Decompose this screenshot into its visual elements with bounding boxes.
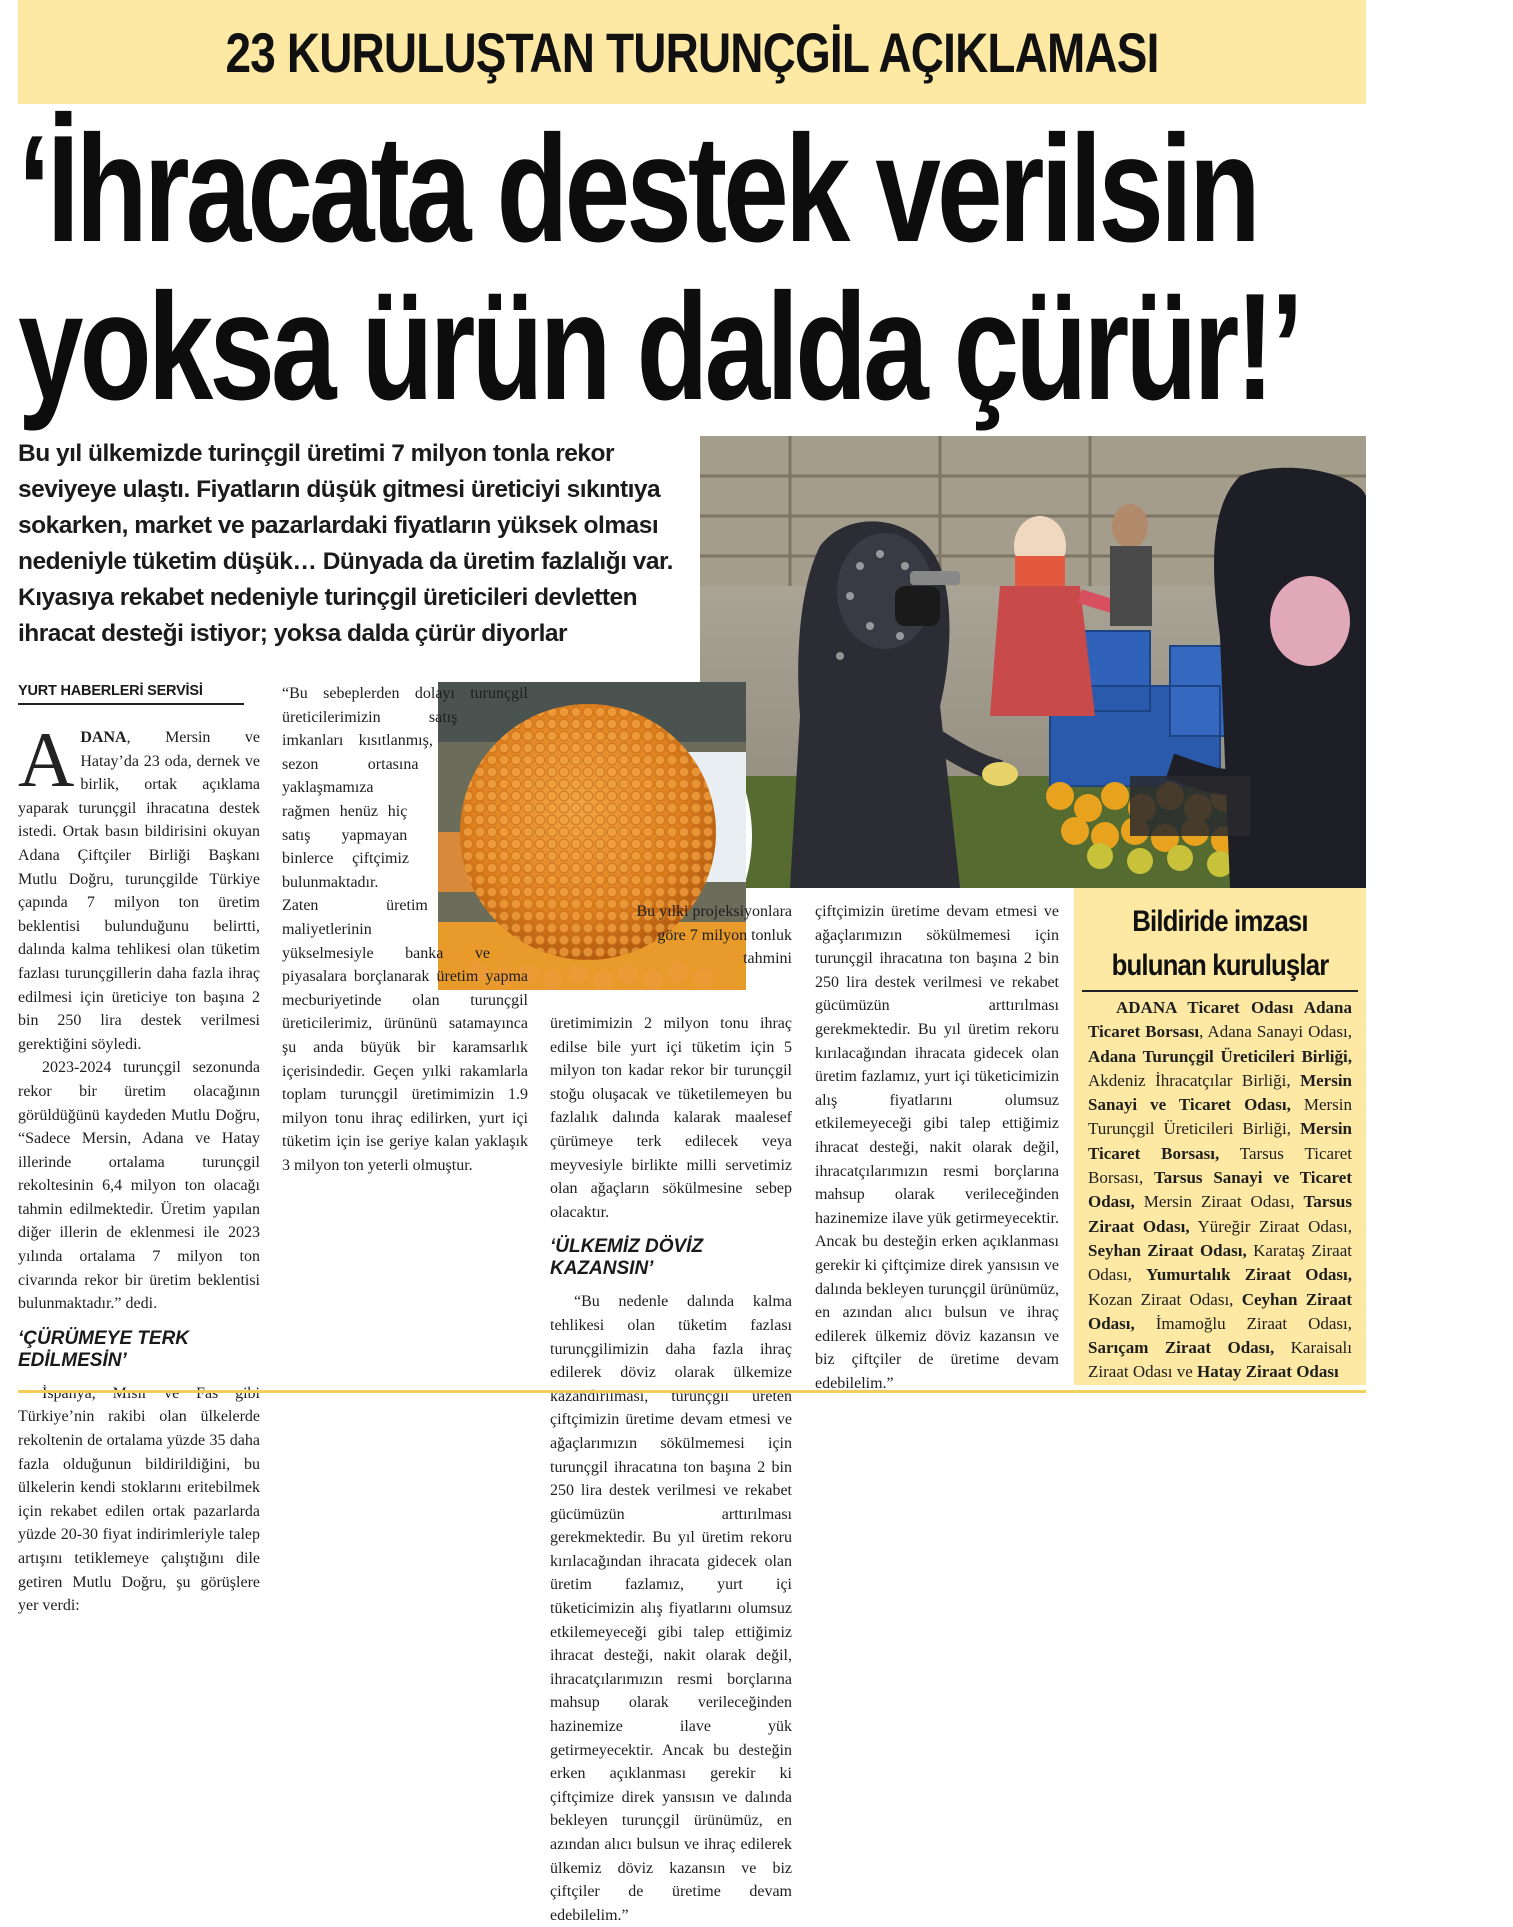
article-paragraph-6: “Bu nedenle dalında kalma tehlikesi olan tüketim fazlası turunçgilimizin daha fazla ihraç edilerek döviz olarak ülkemize kazandırılması, turunçgil üreten çiftçimizin üretime devam etmesi ve ağaçlarımızın sökülmemesi için turunçgil ihracatına ton başına 2 bin 250 lira destek verilmesi ve rekabet gücümüzün arttırılması gerekmektedir. Bu yıl üretim rekoru kırılacağından ihracata gidecek olan üretim fazlamız, yurt içi tüketicimizin alış fiyatlarını olumsuz etkilemeyeceği gibi talep ettiğimiz ihracat desteği, nakit olarak değil, ihracatçılarımızın resmi borçlarına mahsup olarak verileceğinden hazinemize ilave yük getirmeyecektir. Ancak bu desteğin erken açıklanması gerekir ki çiftçimize direk yansısın ve dalında bekleyen turunçgil ürünümüz, en azından alıcı bulsun ve ihraç edilerek ülkemiz döviz kazansın ve biz çiftçiler de üretime devam edebilelim.” <box>550 1293 792 1924</box>
article-paragraph-6-continued <box>815 900 1059 1392</box>
paragraph-1-text: , Mersin ve Hatay’da 23 oda, dernek ve birlik, ortak açıklama yaparak turunçgil ihracatına destek istedi. Ortak basın bildirisini okuyan Adana Çiftçiler Birliği Başkanı Mutlu Doğru, turunçgilde Türkiye çapında 7 milyon ton üretim beklentisi bulunduğunu belirtti, dalında kalma tehlikesi olan tüketim fazlası turunçgillerin daha fazla ihraç edilmesi için üreticiye ton başına 2 bin 250 lira destek verilmesi gerektiğini söyledi. <box>18 729 260 1053</box>
article-paragraph-5a: Bu yılki projeksiyonlara göre 7 milyon tonluk tahmini <box>636 903 792 968</box>
sidebar-title <box>1094 900 1345 988</box>
sidebar-org-segment: İmamoğlu Ziraat Odası, <box>1134 1313 1352 1333</box>
article-paragraph-4: “Bu sebeplerden dolayı turunçgil üreticilerimizin satış imkanları kısıtlanmış, sezon ortasına yaklaşmamıza rağmen henüz hiç satış yapmayan binlerce çiftçimiz bulunmaktadır. Zaten üretim maliyetlerinin yükselmesiyle banka ve piyasalara borçlanarak üretim yapma mecburiyetinde olan turunçgil üreticilerimiz, ürününü satamayınca şu anda büyük bir karamsarlık içerisindedir. Geçen yılki rakamlarla toplam turunçgil üretimimizin 1.9 milyon tonu ihraç edilirken, yurt içi tüketim için ise geriye kalan yaklaşık 3 milyon ton yeterli olmuştur. <box>282 685 528 1174</box>
sidebar-org-segment: Akdeniz İhracatçılar Birliği, <box>1088 1070 1301 1090</box>
sidebar-org-segment: Mersin Sanayi ve Ticaret Odası, <box>1088 1070 1352 1115</box>
subhead-ulkemiz-doviz: ‘ÜLKEMİZ DÖVİZ KAZANSIN’ <box>550 1236 704 1280</box>
article-column-3 <box>550 1012 792 1924</box>
article-paragraph-5b: üretimimizin 2 milyon tonu ihraç edilse bile yurt içi tüketim için 5 milyon ton kadar rekor bir turunçgil stoğu oluşacak ve tüketilemeyen bu fazlalık dalında kalarak maalesef çürümeye terk edilecek veya meyvesiyle birlikte milli servetimiz olan ağaçların sökülmesine sebep olacaktır. <box>550 1015 792 1221</box>
sidebar-org-segment: Ceyhan Ziraat Odası, <box>1088 1289 1352 1333</box>
sidebar-org-segment: Kozan Ziraat Odası, <box>1088 1289 1242 1309</box>
kicker-band <box>18 0 1366 104</box>
article-column-4 <box>815 900 1059 1392</box>
main-photo-workers-sorting-oranges <box>700 436 1366 888</box>
sidebar-title-line-1: Bildiride imzası <box>1132 905 1308 938</box>
sidebar-org-segment: Adana Turunçgil Üreticileri Birliği, <box>1088 1046 1352 1066</box>
sidebar-org-segment: Karaisalı Ziraat Odası ve <box>1088 1338 1352 1382</box>
sidebar-org-segment: Hatay Ziraat Odası <box>1197 1362 1339 1382</box>
sidebar-title-line-2: bulunan kuruluşlar <box>1111 949 1329 982</box>
article-paragraph-1 <box>18 716 260 1056</box>
article-column-3-top <box>630 900 792 971</box>
sidebar-org-segment: Tarsus Ziraat Odası, <box>1088 1192 1352 1236</box>
sidebar-org-segment: ADANA Ticaret Odası Adana Ticaret Borsası <box>1088 998 1352 1042</box>
article-paragraph-2: 2023-2024 turunçgil sezonunda rekor bir üretim olacağının görüldüğünü kaydeden Mutlu Doğru, “Sadece Mersin, Adana ve Hatay illerinde ortalama turunçgil rekoltesinin 6,4 milyon ton olacağı tahmin edilmektedir. Üretim yapılan diğer illerin de eklenmesi ile 2023 yılında ortalama 7 milyon ton civarında rekor bir üretim beklentisi bulunmaktadır.” dedi. <box>18 1059 260 1313</box>
sidebar-org-segment: Sarıçam Ziraat Odası, <box>1088 1338 1275 1358</box>
sidebar-org-segment: Karataş Ziraat Odası, <box>1088 1240 1352 1285</box>
byline: YURT HABERLERİ SERVİSİ <box>18 683 244 705</box>
bottom-divider <box>18 1390 1366 1393</box>
kicker-title: 23 KURULUŞTAN TURUNÇGİL AÇIKLAMASI <box>225 21 1159 84</box>
main-photo-illustration <box>700 436 1366 888</box>
subhead-curumeye-terk: ‘ÇÜRÜMEYE TERK EDİLMESİN’ <box>18 1327 190 1371</box>
sidebar-org-segment: Yumurtalık Ziraat Odası, <box>1146 1265 1352 1285</box>
sidebar-org-segment: Tarsus Ticaret Borsası, <box>1088 1143 1352 1188</box>
sidebar-org-list <box>1088 996 1352 1385</box>
article-column-1 <box>18 716 260 1615</box>
article-column-2 <box>282 682 528 1387</box>
headline-line-2: yoksa ürün dalda çürür!’ <box>18 262 1300 432</box>
paragraph-6-continued-text: çiftçimizin üretime devam etmesi ve ağaçlarımızın sökülmemesi için turunçgil ihracatına ton başına 2 bin 250 lira destek verilmesi ve rekabet gücümüzün arttırılması gerekmektedir. Bu yıl üretim rekoru kırılacağından ihracata gidecek olan üretim fazlamız, yurt içi tüketicimizin alış fiyatlarını olumsuz etkilemeyeceği gibi talep ettiğimiz ihracat desteği, nakit olarak değil, ihracatçılarımızın resmi borçlarına mahsup olarak verileceğinden hazinemize ilave yük getirmeyecektir. Ancak bu desteğin erken açıklanması gerekir ki çiftçimize direk yansısın ve dalında bekleyen turunçgil ürünümüz, en azından alıcı bulsun ve ihraç edilerek ülkemiz döviz kazansın ve biz çiftçiler de üretime devam edebilelim.” <box>815 903 1059 1392</box>
sidebar-org-segment: Tarsus Sanayi ve Ticaret Odası, <box>1088 1168 1352 1212</box>
dropcap: A <box>18 716 75 803</box>
article-paragraph-3: İspanya, Mısır ve Fas gibi Türkiye’nin rakibi olan ülkelerde rekoltenin de ortalama yüzde 35 daha fazla olduğunun bildirildiğini, bu ülkelerin kendi stoklarını eritebilmek için rekabet edilen ortak pazarlarda yüzde 20-30 fiyat indirimleriyle talep artışını tetiklemeye çalıştığını dile getiren Mutlu Doğru, şu görüşlere yer verdi: <box>18 1384 260 1615</box>
sidebar-org-segment: Mersin Turunçgil Üreticileri Birliği, <box>1088 1095 1352 1139</box>
sidebar-org-segment: Seyhan Ziraat Odası, <box>1088 1240 1247 1260</box>
sidebar-org-segment: Mersin Ticaret Borsası, <box>1088 1119 1352 1163</box>
dateline-city: DANA <box>80 729 127 746</box>
sidebar-divider <box>1082 990 1358 992</box>
lead-paragraph: Bu yıl ülkemizde turinçgil üretimi 7 milyon tonla rekor seviyeye ulaştı. Fiyatların düşük gitmesi üreticiyi sıkıntıya sokarken, market ve pazarlardaki fiyatların yüksek olması nedeniyle tüketim düşük… Dünyada da üretim fazlalığı var. Kıyasıya rekabet nedeniyle turinçgil üreticileri devletten ihracat desteği istiyor; yoksa dalda çürür diyorlar <box>18 440 673 647</box>
sidebar-org-segment: , Adana Sanayi Odası, <box>1199 1022 1353 1042</box>
headline-line-1: ‘İhracata destek verilsin <box>18 104 1257 274</box>
sidebar-org-segment: Yüreğir Ziraat Odası, <box>1189 1216 1352 1236</box>
sidebar-org-segment: Mersin Ziraat Odası, <box>1134 1192 1304 1212</box>
sidebar-signatories <box>1074 888 1366 1385</box>
